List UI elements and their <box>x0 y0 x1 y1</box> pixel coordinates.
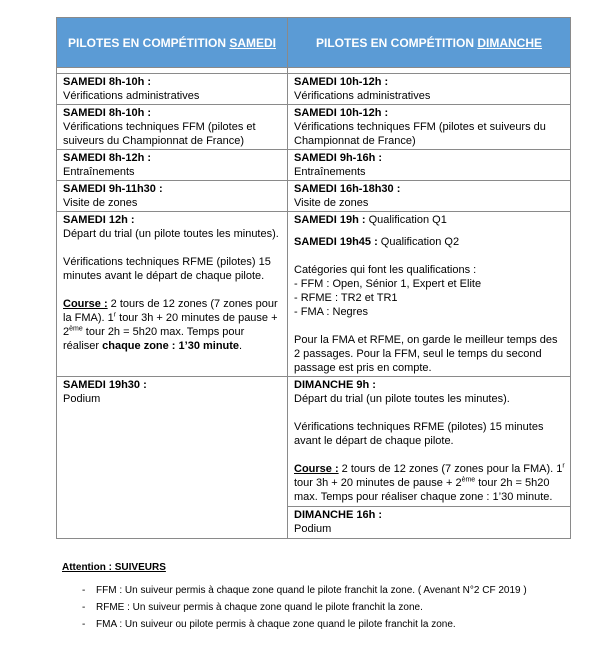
course-part: 2 tours de 12 zones (7 zones pour la FMA). 1 <box>338 463 563 475</box>
start-text: Départ du trial (un pilote toutes les minutes). <box>63 228 279 240</box>
event-text: Vérifications techniques FFM (pilotes et suiveurs du Championnat de France) <box>63 121 256 147</box>
course-label: Course : <box>63 298 108 310</box>
course-sup: r <box>562 462 565 470</box>
course-text <box>63 297 282 353</box>
category-item: - FMA : Negres <box>294 306 368 318</box>
cell-sat-admin <box>57 74 288 105</box>
category-item: - FFM : Open, Sénior 1, Expert et Elite <box>294 278 482 290</box>
cell-sat-zones <box>57 181 288 212</box>
event-text: Qualification Q2 <box>377 236 460 248</box>
header-sunday-day: DIMANCHE <box>477 35 542 50</box>
course-label: Course : <box>294 463 339 475</box>
event-text: Entraînements <box>294 166 366 178</box>
qualification-note: Pour la FMA et RFME, on garde le meilleur temps des 2 passages. Pour la FFM, seul le temps du second passage est pris en compte. <box>294 334 558 374</box>
qualification-q1 <box>294 213 565 227</box>
event-text: Visite de zones <box>294 197 369 209</box>
notes-title: Attention : SUIVEURS <box>62 562 166 573</box>
event-text: Podium <box>294 523 332 535</box>
event-text: Entraînements <box>63 166 135 178</box>
time-label: SAMEDI 8h-12h : <box>63 152 152 164</box>
cell-sun-zones <box>288 181 571 212</box>
verification-text: Vérifications techniques RFME (pilotes) 15 minutes avant le départ de chaque pilote. <box>294 421 544 447</box>
qualification-q2 <box>294 235 565 249</box>
course-bold: chaque zone : 1’30 minute <box>102 340 240 352</box>
cell-sat-podium <box>57 377 288 539</box>
cell-sat-training <box>57 150 288 181</box>
cell-sat-race <box>57 212 288 377</box>
course-part: tour 3h + 20 minutes de pause + 2 <box>294 477 462 489</box>
followers-notes <box>62 560 562 634</box>
time-label: SAMEDI 19h45 : <box>294 236 378 248</box>
time-label: SAMEDI 16h-18h30 : <box>294 183 401 195</box>
start-text: Départ du trial (un pilote toutes les minutes). <box>294 393 510 405</box>
schedule-row-2 <box>57 105 571 150</box>
header-saturday-day: SAMEDI <box>229 35 276 50</box>
cell-sun-tech <box>288 105 571 150</box>
time-label: DIMANCHE 16h : <box>294 509 383 521</box>
note-item-rfme <box>62 600 562 615</box>
course-part: tour 3h + 20 minutes de pause + 2 <box>63 312 278 338</box>
time-label: SAMEDI 8h-10h : <box>63 76 152 88</box>
course-part: tour 2h = 5h20 max. Temps pour réaliser <box>63 326 245 352</box>
time-label: SAMEDI 19h30 : <box>63 379 147 391</box>
time-label: SAMEDI 19h : <box>294 214 366 226</box>
schedule-row-6 <box>57 377 571 539</box>
note-text: FMA : Un suiveur ou pilote permis à chaque zone quand le pilote franchit la zone. <box>96 619 456 630</box>
time-label: SAMEDI 9h-16h : <box>294 152 383 164</box>
header-saturday <box>57 18 288 68</box>
category-item: - RFME : TR2 et TR1 <box>294 292 398 304</box>
event-text: Qualification Q1 <box>365 214 447 226</box>
cell-sun-admin <box>288 74 571 105</box>
course-text <box>294 462 565 504</box>
bullet-dash: - <box>82 619 86 630</box>
sun-podium-block <box>288 506 570 537</box>
categories-title: Catégories qui font les qualifications : <box>294 264 477 276</box>
course-sup: r <box>113 311 117 319</box>
verification-text: Vérifications techniques RFME (pilotes) 15 minutes avant le départ de chaque pilote. <box>63 256 271 282</box>
time-label: DIMANCHE 9h : <box>294 379 376 391</box>
time-label: SAMEDI 10h-12h : <box>294 76 389 88</box>
time-label: SAMEDI 9h-11h30 : <box>63 183 163 195</box>
bullet-dash: - <box>82 585 86 596</box>
event-text: Vérifications techniques FFM (pilotes et suiveurs du Championnat de France) <box>294 121 546 147</box>
note-text: RFME : Un suiveur permis à chaque zone quand le pilote franchit la zone. <box>96 602 423 613</box>
event-text: Vérifications administratives <box>63 90 200 102</box>
cell-sun-training <box>288 150 571 181</box>
event-text: Visite de zones <box>63 197 138 209</box>
notes-list <box>62 583 562 632</box>
event-text: Vérifications administratives <box>294 90 431 102</box>
time-label: SAMEDI 10h-12h : <box>294 107 389 119</box>
schedule-row-5 <box>57 212 571 377</box>
cell-sat-qualifications <box>288 212 571 377</box>
header-row <box>57 18 571 68</box>
header-sunday-prefix: PILOTES EN COMPÉTITION <box>315 35 478 50</box>
schedule-row-1 <box>57 74 571 105</box>
event-text: Podium <box>63 393 101 405</box>
note-item-fma <box>62 617 562 632</box>
cell-sat-tech <box>57 105 288 150</box>
course-sup: ème <box>461 476 476 484</box>
time-label: SAMEDI 12h : <box>63 214 135 226</box>
schedule-table <box>56 17 571 539</box>
course-part: tour 2h = 5h20 max. Temps pour réaliser chaque zone : 1’30 minute. <box>294 477 553 503</box>
cell-sun-race <box>288 377 571 539</box>
note-item-ffm <box>62 583 562 598</box>
time-label: SAMEDI 8h-10h : <box>63 107 152 119</box>
header-saturday-prefix: PILOTES EN COMPÉTITION <box>67 35 230 50</box>
course-sup: ème <box>69 325 83 333</box>
bullet-dash: - <box>82 602 86 613</box>
schedule-row-3 <box>57 150 571 181</box>
header-sunday <box>288 18 571 68</box>
note-text: FFM : Un suiveur permis à chaque zone quand le pilote franchit la zone. ( Avenant N°2 CF 2019 ) <box>96 585 527 596</box>
course-part: 2 tours de 12 zones (7 zones pour la FMA). 1 <box>63 298 278 324</box>
course-end: . <box>239 340 243 352</box>
schedule-row-4 <box>57 181 571 212</box>
